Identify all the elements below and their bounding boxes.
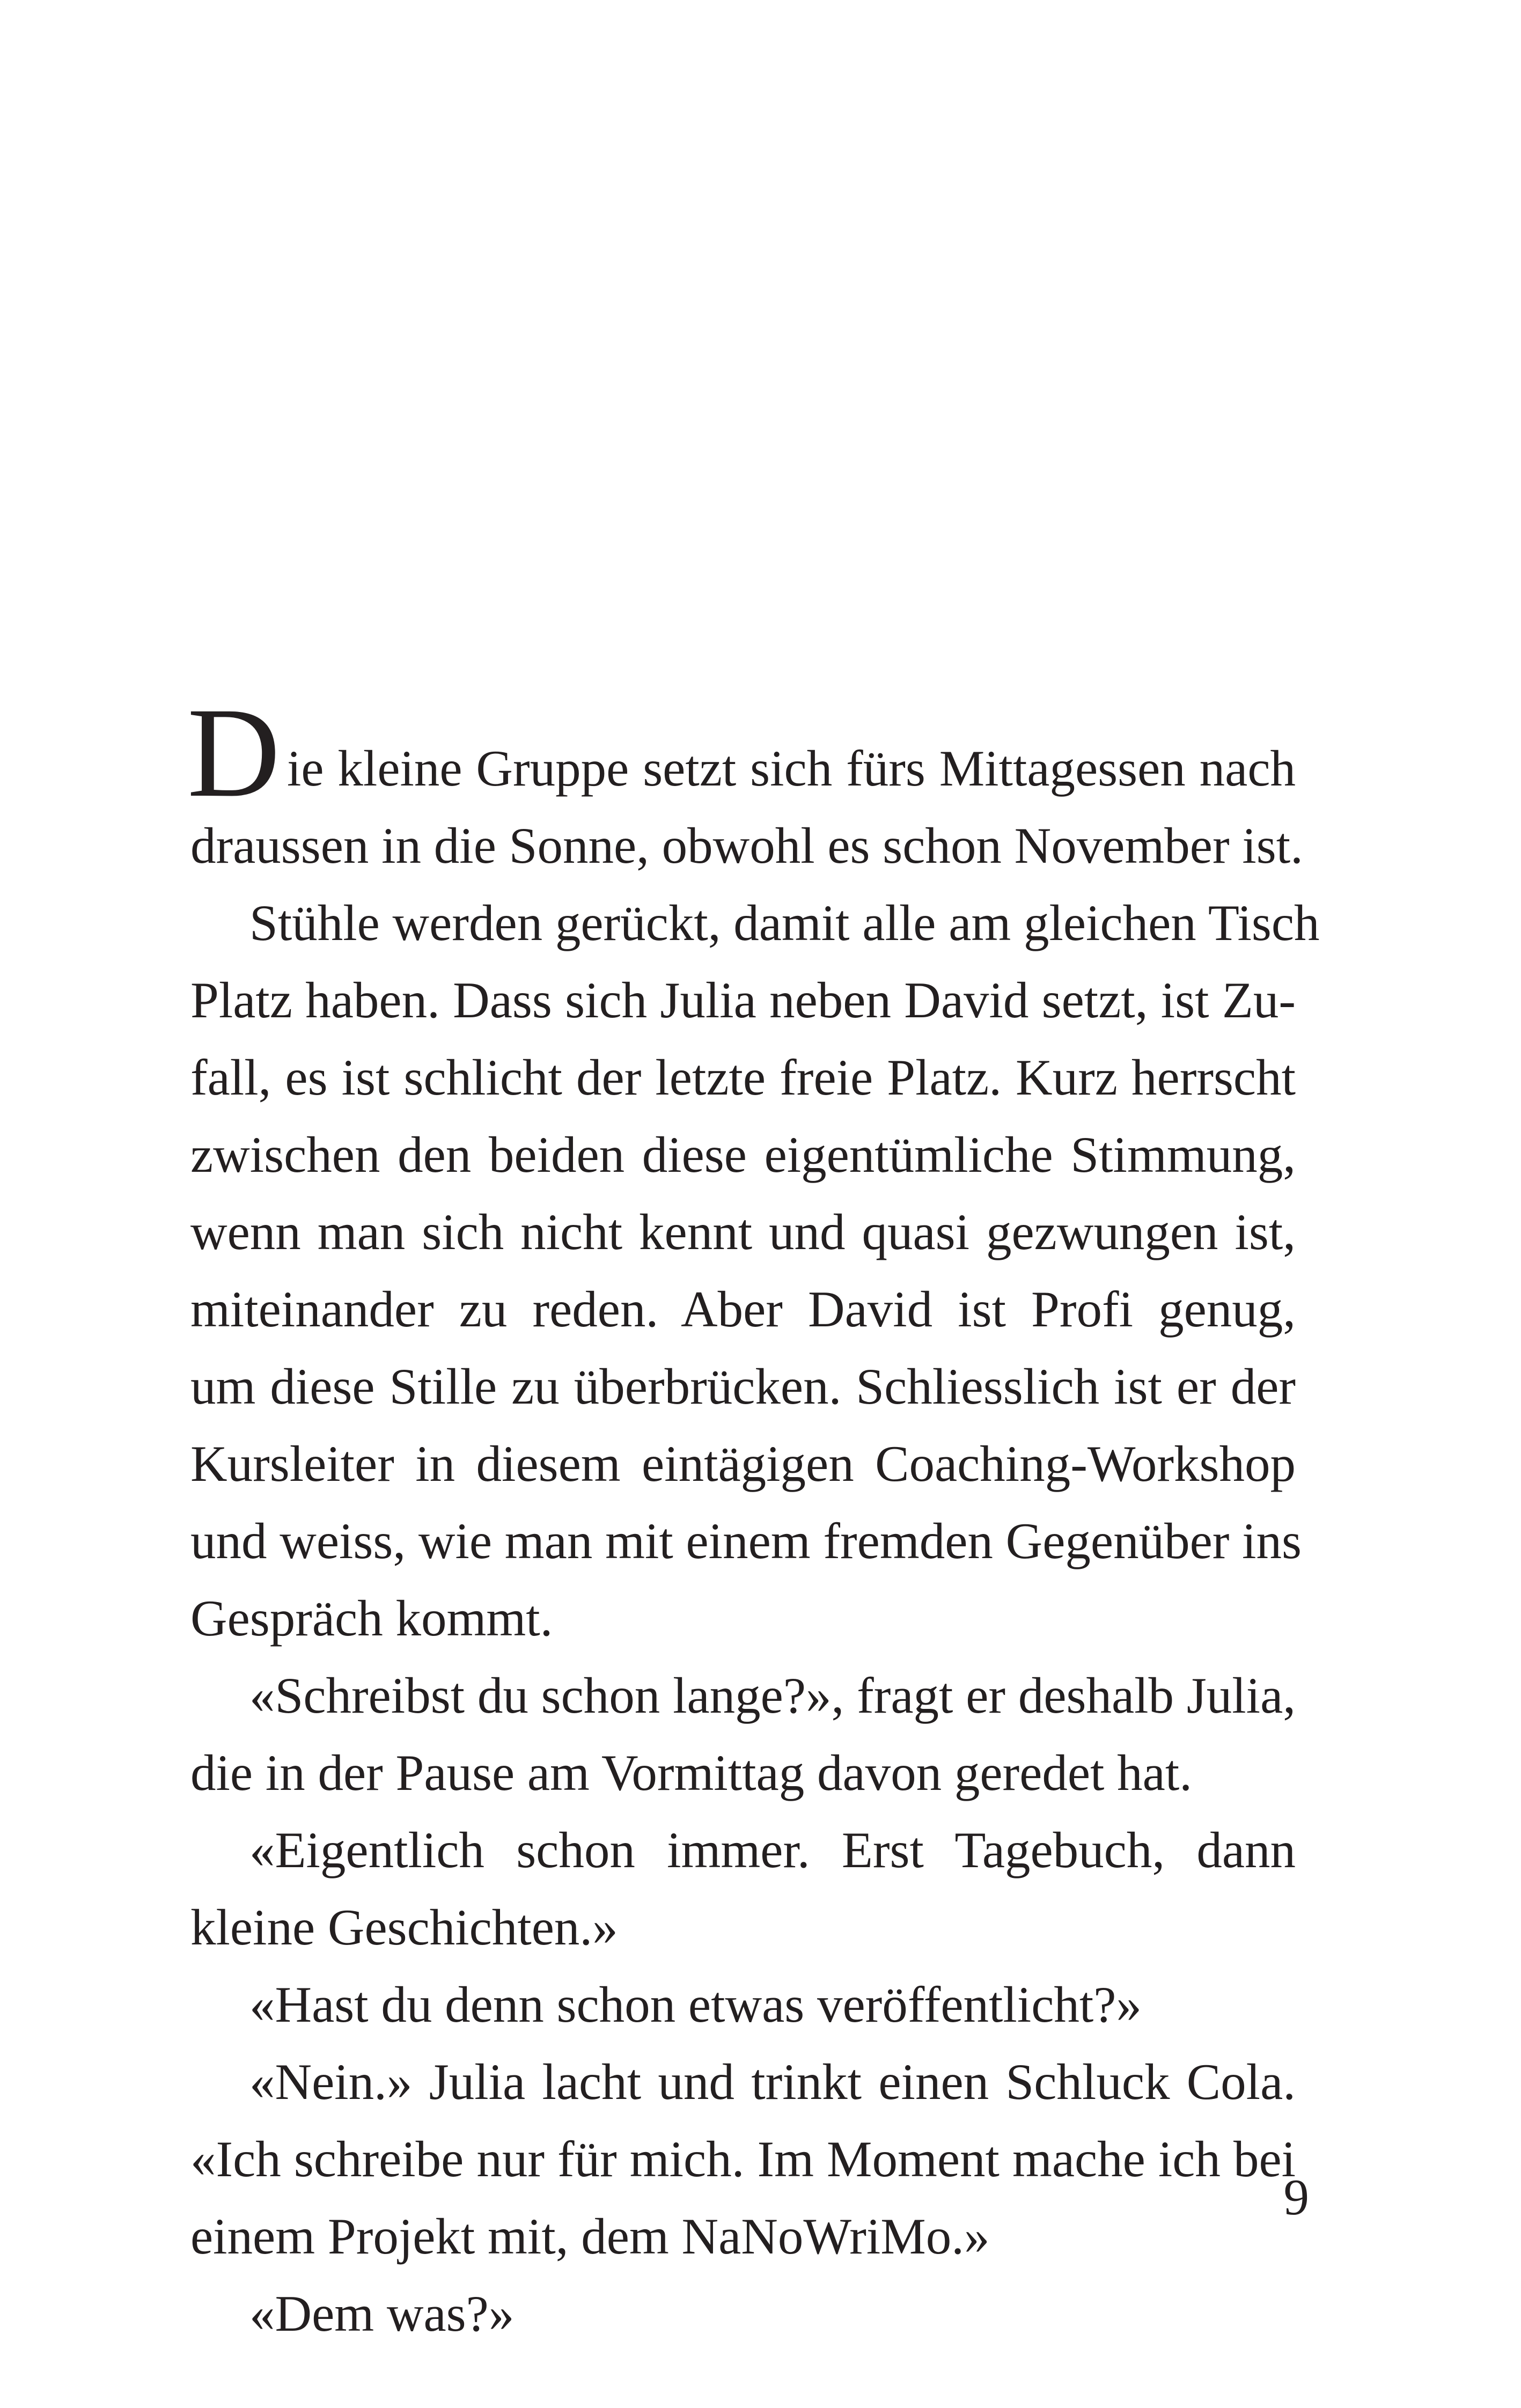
text-line: miteinander zu reden. Aber David ist Profi genug, bbox=[190, 1281, 1296, 1338]
text-line: «Schreibst du schon lange?», fragt er deshalb Julia, bbox=[249, 1667, 1296, 1724]
text-line: ie kleine Gruppe setzt sich fürs Mittagessen nach bbox=[287, 740, 1296, 797]
text-line: «Hast du denn schon etwas veröffentlicht?» bbox=[249, 1976, 1142, 2033]
page-number: 9 bbox=[1283, 2169, 1309, 2226]
text-line: «Eigentlich schon immer. Erst Tagebuch, dann bbox=[249, 1822, 1296, 1878]
text-line: «Ich schreibe nur für mich. Im Moment mache ich bei bbox=[190, 2131, 1296, 2187]
text-line: Gespräch kommt. bbox=[190, 1590, 553, 1647]
text-line: Kursleiter in diesem eintägigen Coaching-Workshop bbox=[190, 1435, 1296, 1492]
text-line: zwischen den beiden diese eigentümliche Stimmung, bbox=[190, 1126, 1296, 1183]
chapter-text bbox=[187, 681, 1320, 2352]
text-line: kleine Geschichten.» bbox=[190, 1899, 618, 1956]
drop-cap: D bbox=[187, 681, 281, 824]
text-line: Platz haben. Dass sich Julia neben David setzt, ist Zu- bbox=[190, 972, 1296, 1029]
text-line-first bbox=[187, 681, 1296, 824]
text-line: «Nein.» Julia lacht und trinkt einen Schluck Cola. bbox=[249, 2053, 1296, 2110]
text-line: und weiss, wie man mit einem fremden Gegenüber ins bbox=[190, 1513, 1302, 1569]
text-line: Stühle werden gerückt, damit alle am gleichen Tisch bbox=[249, 894, 1320, 951]
text-line: einem Projekt mit, dem NaNoWriMo.» bbox=[190, 2208, 990, 2265]
text-line: draussen in die Sonne, obwohl es schon November ist. bbox=[190, 817, 1303, 874]
text-line: fall, es ist schlicht der letzte freie Platz. Kurz herrscht bbox=[190, 1049, 1296, 1106]
text-line: «Dem was?» bbox=[249, 2285, 515, 2342]
text-line: die in der Pause am Vormittag davon geredet hat. bbox=[190, 1744, 1192, 1801]
text-line: wenn man sich nicht kennt und quasi gezwungen ist, bbox=[190, 1203, 1296, 1260]
text-line: um diese Stille zu überbrücken. Schliesslich ist er der bbox=[190, 1358, 1296, 1415]
